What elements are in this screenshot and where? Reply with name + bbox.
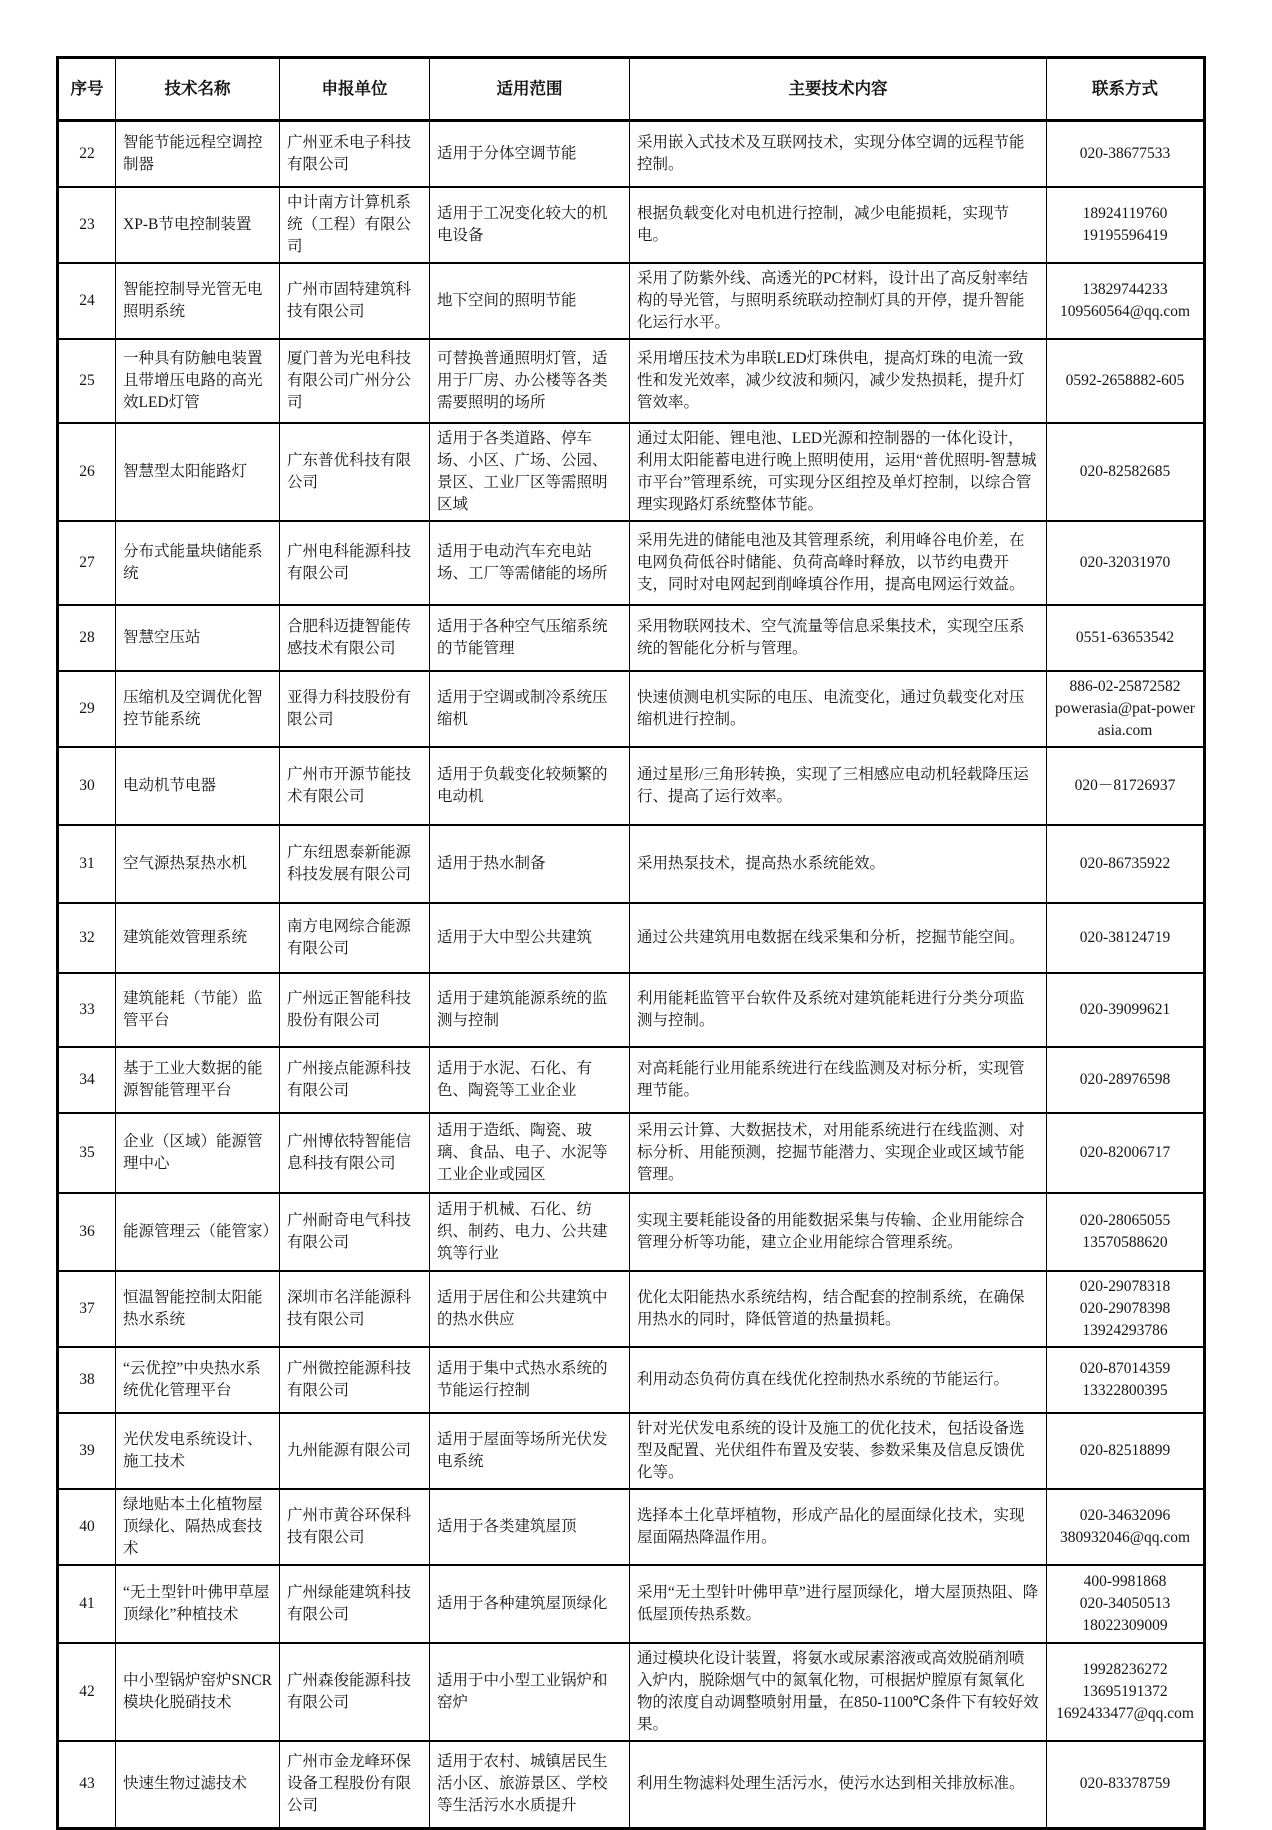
contact-line: 020-82518899 [1079,1441,1171,1459]
cell-scope: 适用于水泥、石化、有色、陶瓷等工业企业 [430,1047,630,1113]
cell-contact [1047,1413,1205,1489]
cell-tech-name: 能源管理云（能管家） [116,1193,280,1271]
cell-index: 33 [58,973,116,1047]
cell-tech-name: 光伏发电系统设计、施工技术 [116,1413,280,1489]
table-row [58,1347,1205,1413]
cell-scope: 适用于农村、城镇居民生活小区、旅游景区、学校等生活污水水质提升 [430,1741,630,1829]
cell-tech-name: XP-B节电控制装置 [116,187,280,263]
contact-line: 020-32031970 [1079,553,1171,571]
cell-tech-name: 中小型锅炉窑炉SNCR模块化脱硝技术 [116,1643,280,1741]
table-row [58,187,1205,263]
table-row [58,903,1205,973]
contact-line: 400-9981868 [1083,1572,1167,1590]
contact-line: 380932046@qq.com [1059,1528,1191,1546]
cell-index: 31 [58,825,116,903]
table-row [58,1193,1205,1271]
cell-tech-name: 智能控制导光管无电照明系统 [116,263,280,339]
cell-index: 35 [58,1113,116,1193]
contact-line: 020－81726937 [1074,776,1176,794]
technology-table [56,56,1206,1830]
cell-content: 采用嵌入式技术及互联网技术，实现分体空调的远程节能控制。 [630,121,1047,187]
cell-content: 采用增压技术为串联LED灯珠供电，提高灯珠的电流一致性和发光效率，减少纹波和频闪，减少发热损耗，提升灯管效率。 [630,339,1047,423]
cell-index: 40 [58,1489,116,1565]
cell-tech-name: 恒温智能控制太阳能热水系统 [116,1271,280,1347]
cell-applicant: 广州亚禾电子科技有限公司 [280,121,430,187]
contact-line: 18924119760 [1082,204,1168,222]
cell-content: 采用先进的储能电池及其管理系统，利用峰谷电价差，在电网负荷低谷时储能、负荷高峰时释放，以节约电费开支，同时对电网起到削峰填谷作用，提高电网运行效益。 [630,521,1047,605]
cell-scope: 可替换普通照明灯管，适用于厂房、办公楼等各类需要照明的场所 [430,339,630,423]
cell-tech-name: 电动机节电器 [116,747,280,825]
cell-tech-name: 快速生物过滤技术 [116,1741,280,1829]
cell-index: 34 [58,1047,116,1113]
cell-index: 39 [58,1413,116,1489]
cell-tech-name: 智能节能远程空调控制器 [116,121,280,187]
cell-content: 采用“无土型针叶佛甲草”进行屋顶绿化，增大屋顶热阻、降低屋顶传热系数。 [630,1565,1047,1643]
cell-tech-name: 智慧空压站 [116,605,280,671]
column-header-tech-name: 技术名称 [116,58,280,121]
cell-contact [1047,1741,1205,1829]
contact-line: 020-28976598 [1079,1070,1171,1088]
contact-line: 1692433477@qq.com [1056,1704,1194,1722]
table-row [58,263,1205,339]
contact-line: 19195596419 [1082,226,1168,244]
cell-content: 利用生物滤料处理生活污水，使污水达到相关排放标准。 [630,1741,1047,1829]
cell-scope: 适用于机械、石化、纺织、制药、电力、公共建筑等行业 [430,1193,630,1271]
cell-applicant: 亚得力科技股份有限公司 [280,671,430,747]
cell-content: 采用热泵技术，提高热水系统能效。 [630,825,1047,903]
contact-line: 109560564@qq.com [1059,302,1191,320]
cell-index: 22 [58,121,116,187]
cell-contact [1047,825,1205,903]
table-row [58,423,1205,521]
table-row [58,1413,1205,1489]
contact-line: 18022309009 [1082,1616,1168,1634]
cell-contact [1047,187,1205,263]
contact-line: 020-28065055 [1079,1211,1171,1229]
cell-applicant: 中计南方计算机系统（工程）有限公司 [280,187,430,263]
column-header-content: 主要技术内容 [630,58,1047,121]
cell-tech-name: 建筑能耗（节能）监管平台 [116,973,280,1047]
cell-index: 29 [58,671,116,747]
cell-content: 对高耗能行业用能系统进行在线监测及对标分析，实现管理节能。 [630,1047,1047,1113]
contact-line: 13924293786 [1082,1321,1168,1339]
cell-applicant: 广州市固特建筑科技有限公司 [280,263,430,339]
contact-line: 020-82006717 [1079,1143,1171,1161]
cell-scope: 适用于造纸、陶瓷、玻璃、食品、电子、水泥等工业企业或园区 [430,1113,630,1193]
cell-contact [1047,903,1205,973]
contact-line: 19928236272 [1082,1660,1168,1678]
cell-content: 实现主要耗能设备的用能数据采集与传输、企业用能综合管理分析等功能，建立企业用能综合管理系统。 [630,1193,1047,1271]
table-header-row [58,58,1205,121]
table-row [58,1271,1205,1347]
cell-content: 通过星形/三角形转换，实现了三相感应电动机轻载降压运行、提高了运行效率。 [630,747,1047,825]
cell-tech-name: “云优控”中央热水系统优化管理平台 [116,1347,280,1413]
cell-applicant: 广州森俊能源科技有限公司 [280,1643,430,1741]
table-row [58,1047,1205,1113]
contact-line: 020-38124719 [1079,928,1171,946]
cell-contact [1047,1643,1205,1741]
contact-line: 020-29078398 [1079,1299,1171,1317]
cell-tech-name: 绿地贴本土化植物屋顶绿化、隔热成套技术 [116,1489,280,1565]
cell-contact [1047,1271,1205,1347]
cell-applicant: 厦门普为光电科技有限公司广州分公司 [280,339,430,423]
cell-index: 27 [58,521,116,605]
cell-scope: 适用于热水制备 [430,825,630,903]
contact-line: 020-82582685 [1079,462,1171,480]
cell-applicant: 广州远正智能科技股份有限公司 [280,973,430,1047]
cell-applicant: 九州能源有限公司 [280,1413,430,1489]
cell-scope: 适用于工况变化较大的机电设备 [430,187,630,263]
cell-tech-name: 空气源热泵热水机 [116,825,280,903]
contact-line: 886-02-25872582 [1069,677,1181,695]
contact-line: 020-39099621 [1079,1000,1171,1018]
cell-contact [1047,339,1205,423]
cell-content: 选择本土化草坪植物，形成产品化的屋面绿化技术，实现屋面隔热降温作用。 [630,1489,1047,1565]
cell-scope: 适用于中小型工业锅炉和窑炉 [430,1643,630,1741]
cell-content: 优化太阳能热水系统结构，结合配套的控制系统，在确保用热水的同时，降低管道的热量损耗。 [630,1271,1047,1347]
contact-line: 020-87014359 [1079,1359,1171,1377]
cell-contact [1047,1489,1205,1565]
contact-line: 13322800395 [1082,1381,1168,1399]
cell-applicant: 广州电科能源科技有限公司 [280,521,430,605]
cell-index: 43 [58,1741,116,1829]
cell-scope: 适用于大中型公共建筑 [430,903,630,973]
cell-content: 针对光伏发电系统的设计及施工的优化技术，包括设备选型及配置、光伏组件布置及安装、参数采集及信息反馈优化等。 [630,1413,1047,1489]
cell-scope: 适用于集中式热水系统的节能运行控制 [430,1347,630,1413]
cell-contact [1047,671,1205,747]
table-row [58,121,1205,187]
contact-line: 020-29078318 [1079,1277,1171,1295]
contact-line: 13695191372 [1082,1682,1168,1700]
contact-line: powerasia@pat-powerasia.com [1055,699,1195,739]
column-header-index: 序号 [58,58,116,121]
cell-tech-name: 企业（区域）能源管理中心 [116,1113,280,1193]
cell-content: 采用了防紫外线、高透光的PC材料，设计出了高反射率结构的导光管，与照明系统联动控制灯具的开停，提升智能化运行水平。 [630,263,1047,339]
cell-contact [1047,747,1205,825]
table-row [58,521,1205,605]
cell-scope: 适用于建筑能源系统的监测与控制 [430,973,630,1047]
cell-applicant: 广东普优科技有限公司 [280,423,430,521]
cell-index: 41 [58,1565,116,1643]
cell-scope: 适用于分体空调节能 [430,121,630,187]
cell-contact [1047,121,1205,187]
cell-index: 38 [58,1347,116,1413]
contact-line: 13570588620 [1082,1233,1168,1251]
contact-line: 0551-63653542 [1075,628,1175,646]
cell-applicant: 广州微控能源科技有限公司 [280,1347,430,1413]
cell-applicant: 南方电网综合能源有限公司 [280,903,430,973]
cell-applicant: 广州绿能建筑科技有限公司 [280,1565,430,1643]
cell-content: 通过公共建筑用电数据在线采集和分析，挖掘节能空间。 [630,903,1047,973]
cell-tech-name: 一种具有防触电装置且带增压电路的高光效LED灯管 [116,339,280,423]
contact-line: 020-38677533 [1079,144,1171,162]
column-header-contact: 联系方式 [1047,58,1205,121]
cell-content: 利用动态负荷仿真在线优化控制热水系统的节能运行。 [630,1347,1047,1413]
cell-scope: 适用于空调或制冷系统压缩机 [430,671,630,747]
contact-line: 020-86735922 [1079,854,1171,872]
cell-tech-name: 压缩机及空调优化智控节能系统 [116,671,280,747]
cell-tech-name: 建筑能效管理系统 [116,903,280,973]
contact-line: 13829744233 [1082,280,1168,298]
cell-index: 42 [58,1643,116,1741]
cell-content: 通过模块化设计装置，将氨水或尿素溶液或高效脱硝剂喷入炉内，脱除烟气中的氮氧化物，可根据炉膛原有氮氧化物的浓度自动调整喷射用量，在850-1100℃条件下有较好效果。 [630,1643,1047,1741]
cell-scope: 适用于各种空气压缩系统的节能管理 [430,605,630,671]
cell-index: 28 [58,605,116,671]
cell-scope: 适用于各类道路、停车场、小区、广场、公园、景区、工业厂区等需照明区域 [430,423,630,521]
cell-contact [1047,1347,1205,1413]
cell-applicant: 广东纽恩泰新能源科技发展有限公司 [280,825,430,903]
table-row [58,825,1205,903]
cell-index: 25 [58,339,116,423]
cell-scope: 适用于居住和公共建筑中的热水供应 [430,1271,630,1347]
cell-scope: 地下空间的照明节能 [430,263,630,339]
column-header-applicant: 申报单位 [280,58,430,121]
cell-contact [1047,1113,1205,1193]
cell-index: 32 [58,903,116,973]
cell-applicant: 合肥科迈捷智能传感技术有限公司 [280,605,430,671]
cell-applicant: 广州市黄谷环保科技有限公司 [280,1489,430,1565]
cell-tech-name: 分布式能量块储能系统 [116,521,280,605]
cell-index: 36 [58,1193,116,1271]
cell-index: 26 [58,423,116,521]
cell-content: 利用能耗监管平台软件及系统对建筑能耗进行分类分项监测与控制。 [630,973,1047,1047]
table-row [58,605,1205,671]
table-row [58,1741,1205,1829]
contact-line: 020-34632096 [1079,1506,1171,1524]
cell-contact [1047,1565,1205,1643]
table-row [58,1565,1205,1643]
cell-content: 根据负载变化对电机进行控制，减少电能损耗，实现节电。 [630,187,1047,263]
table-row [58,1489,1205,1565]
cell-content: 采用云计算、大数据技术，对用能系统进行在线监测、对标分析、用能预测，挖掘节能潜力、实现企业或区域节能管理。 [630,1113,1047,1193]
cell-applicant: 广州市开源节能技术有限公司 [280,747,430,825]
cell-tech-name: 智慧型太阳能路灯 [116,423,280,521]
table-row [58,1113,1205,1193]
contact-line: 020-83378759 [1079,1775,1171,1793]
cell-scope: 适用于各种建筑屋顶绿化 [430,1565,630,1643]
cell-applicant: 广州市金龙峰环保设备工程股份有限公司 [280,1741,430,1829]
table-row [58,747,1205,825]
table-row [58,339,1205,423]
cell-applicant: 广州接点能源科技有限公司 [280,1047,430,1113]
cell-applicant: 广州博依特智能信息科技有限公司 [280,1113,430,1193]
cell-scope: 适用于各类建筑屋顶 [430,1489,630,1565]
cell-content: 快速侦测电机实际的电压、电流变化，通过负载变化对压缩机进行控制。 [630,671,1047,747]
cell-index: 24 [58,263,116,339]
cell-index: 37 [58,1271,116,1347]
contact-line: 0592-2658882-605 [1065,371,1185,389]
cell-tech-name: 基于工业大数据的能源智能管理平台 [116,1047,280,1113]
contact-line: 020-34050513 [1079,1594,1171,1612]
cell-contact [1047,1193,1205,1271]
column-header-scope: 适用范围 [430,58,630,121]
cell-applicant: 广州耐奇电气科技有限公司 [280,1193,430,1271]
cell-contact [1047,521,1205,605]
cell-tech-name: “无土型针叶佛甲草屋顶绿化”种植技术 [116,1565,280,1643]
cell-index: 30 [58,747,116,825]
cell-contact [1047,605,1205,671]
cell-contact [1047,423,1205,521]
cell-scope: 适用于负载变化较频繁的电动机 [430,747,630,825]
table-row [58,1643,1205,1741]
cell-contact [1047,973,1205,1047]
cell-content: 通过太阳能、锂电池、LED光源和控制器的一体化设计，利用太阳能蓄电进行晚上照明使用，运用“普优照明-智慧城市平台”管理系统，可实现分区组控及单灯控制，以综合管理实现路灯系统整体节能。 [630,423,1047,521]
cell-contact [1047,263,1205,339]
cell-scope: 适用于电动汽车充电站场、工厂等需储能的场所 [430,521,630,605]
table-row [58,671,1205,747]
cell-content: 采用物联网技术、空气流量等信息采集技术，实现空压系统的智能化分析与管理。 [630,605,1047,671]
cell-scope: 适用于屋面等场所光伏发电系统 [430,1413,630,1489]
cell-contact [1047,1047,1205,1113]
cell-applicant: 深圳市名洋能源科技有限公司 [280,1271,430,1347]
table-row [58,973,1205,1047]
cell-index: 23 [58,187,116,263]
